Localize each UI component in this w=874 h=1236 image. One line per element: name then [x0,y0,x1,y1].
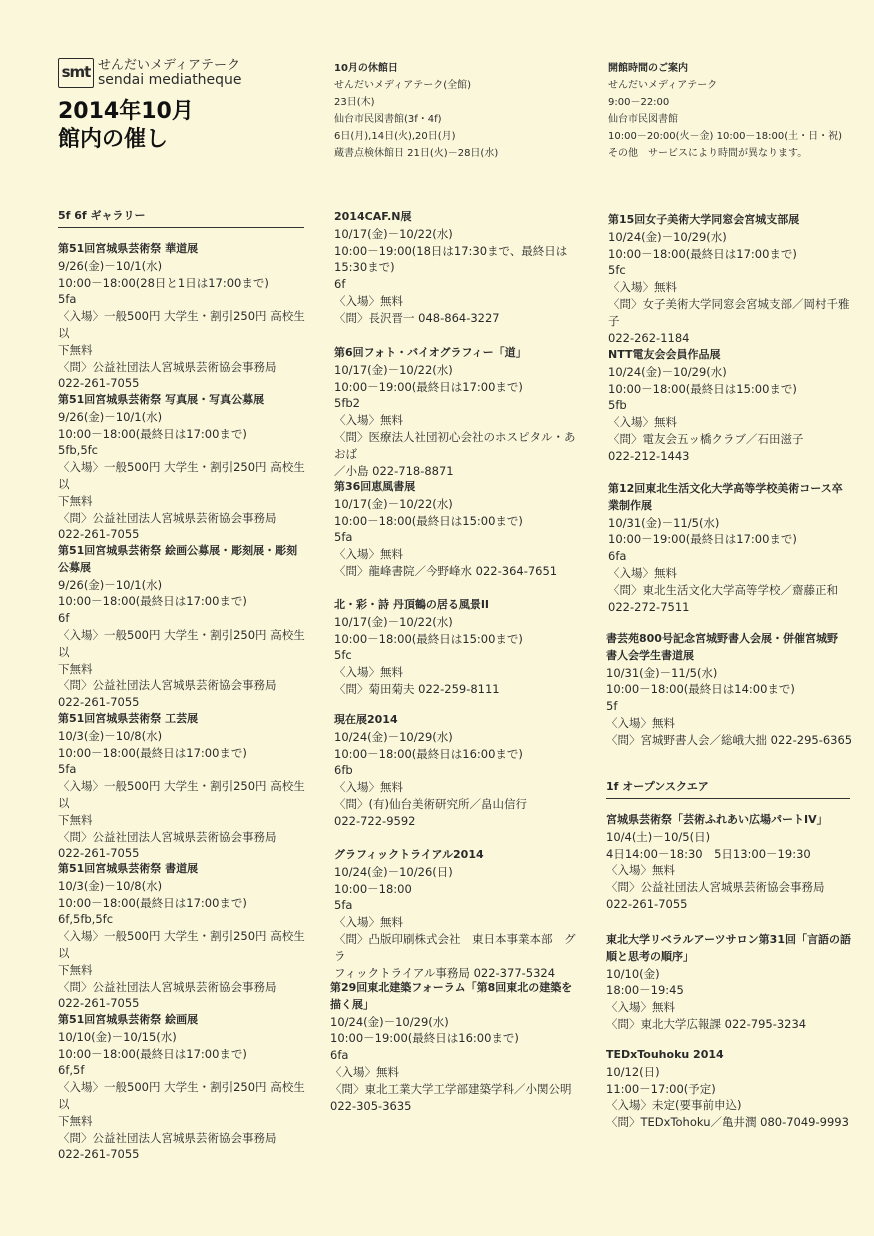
event-item [606,1047,856,1131]
holidays-line: 仙台市民図書館(3f・4f) [334,114,442,125]
hours-line: その他 サービスにより時間が異なります。 [608,148,808,159]
event-detail-line: 5fb [608,398,627,413]
event-title: 東北大学リベラルアーツサロン第31回「言語の語 [606,933,851,946]
event-title: 第36回恵風書展 [334,480,416,493]
event-detail-line: 下無料 [58,661,93,676]
event-item [334,712,586,830]
event-detail-line: 5fa [58,292,77,307]
hours-line: 9:00－22:00 [608,97,670,108]
event-detail-line: 5fb,5fc [58,443,99,458]
event-detail-line: 10:00－18:00(最終日は15:00まで) [334,631,523,646]
event-item [608,347,856,465]
event-detail-line: 〈問〉公益社団法人宮城県芸術協会事務局 [58,359,277,374]
event-detail-line: 10/24(金)－10/29(水) [330,1014,449,1029]
gallery-section-heading: 5f 6f ギャラリー [58,207,304,228]
event-item [58,392,308,543]
event-title: 第51回宮城県芸術祭 華道展 [58,242,199,255]
event-title: 2014CAF.N展 [334,210,412,223]
event-detail-line: 10/31(金)－11/5(水) [606,665,718,680]
event-item [58,711,308,862]
event-title: 第51回宮城県芸術祭 絵画公募展・彫刻展・彫刻 [58,544,298,557]
hours-line: せんだいメディアテーク [608,80,718,91]
event-detail-line: 10:00－18:00(最終日は15:00まで) [608,381,797,396]
event-item [608,212,856,346]
event-detail-line: フィックトライアル事務局 022-377-5324 [334,965,556,980]
event-detail-line: 022-722-9592 [334,813,416,828]
event-detail-line: 5fa [58,762,77,777]
event-detail-line: 10/24(金)－10/29(水) [608,229,727,244]
event-item [334,597,586,698]
event-detail-line: 下無料 [58,962,93,977]
holidays-line: 蔵書点検休館日 21日(火)－28日(水) [334,148,499,159]
event-detail-line: 順と思考の順序」 [606,949,694,963]
event-detail-line: 5fa [334,530,353,545]
event-title: 第29回東北建築フォーラム「第8回東北の建築を [330,981,573,994]
title-month: 2014年10月 [58,99,194,124]
event-item [606,812,856,913]
event-item [58,543,308,711]
open-square-section-heading: 1f オープンスクエア [606,778,850,799]
event-detail-line: 10:00－19:00(最終日は17:00まで) [608,532,797,547]
event-detail-line: 5fc [608,263,626,278]
event-detail-line: 〈問〉公益社団法人宮城県芸術協会事務局 [606,880,825,895]
event-title: 第51回宮城県芸術祭 書道展 [58,862,199,875]
event-detail-line: 〈問〉公益社団法人宮城県芸術協会事務局 [58,829,277,844]
event-detail-line: 10:00－18:00(最終日は14:00まで) [606,682,795,697]
event-title: 宮城県芸術祭「芸術ふれあい広場パートIV」 [606,813,828,826]
event-detail-line: 描く展」 [330,997,374,1011]
opening-hours-info [608,60,858,162]
event-detail-line: 022-261-7055 [58,376,140,391]
event-detail-line: 022-272-7511 [608,599,690,614]
event-detail-line: 10/17(金)－10/22(水) [334,226,453,241]
event-detail-line: 10:00－18:00(最終日は17:00まで) [58,426,247,441]
holidays-info [334,60,584,162]
event-detail-line: 10:00－18:00(最終日は15:00まで) [334,513,523,528]
event-detail-line: 〈入場〉一般500円 大学生・割引250円 高校生以 [58,779,305,810]
event-item [58,241,308,392]
event-detail-line: 6f,5fb,5fc [58,912,114,927]
event-detail-line: 〈入場〉一般500円 大学生・割引250円 高校生以 [58,460,305,491]
event-detail-line: 〈問〉(有)仙台美術研究所／畠山信行 [334,796,527,811]
event-title: NTT電友会会員作品展 [608,348,721,361]
event-detail-line: 〈問〉医療法人社団初心会社のホスピタル・あおば [334,429,576,461]
event-detail-line: 5fc [334,648,352,663]
event-title: TEDxTouhoku 2014 [606,1048,724,1061]
event-item [334,479,586,580]
event-detail-line: 6fa [330,1048,349,1063]
event-item [334,209,586,327]
event-detail-line: 10:00－18:00(最終日は17:00まで) [608,246,797,261]
event-detail-line: 10/4(土)－10/5(日) [606,829,711,844]
event-detail-line: 9/26(金)－10/1(水) [58,258,163,273]
event-detail-line: 10/17(金)－10/22(水) [334,496,453,511]
event-detail-line: 〈入場〉一般500円 大学生・割引250円 高校生以 [58,1080,305,1111]
event-detail-line: ／小島 022-718-8871 [334,463,454,478]
event-detail-line: 〈問〉TEDxTohoku／亀井潤 080-7049-9993 [606,1115,849,1130]
event-detail-line: 022-261-7055 [58,527,140,542]
event-detail-line: 〈問〉凸版印刷株式会社 東日本事業本部 グラ [334,931,576,963]
hours-title: 開館時間のご案内 [608,63,688,74]
event-detail-line: 10/3(金)－10/8(水) [58,728,163,743]
event-detail-line: 10/10(金)－10/15(水) [58,1029,177,1044]
event-detail-line: 下無料 [58,493,93,508]
event-detail-line: 10:00－19:00(18日は17:30まで、最終日は [334,243,568,258]
event-detail-line: 10:00－18:00(28日と1日は17:00まで) [58,275,269,290]
event-detail-line: 〈問〉東北生活文化大学高等学校／齋藤正和 [608,582,838,597]
event-detail-line: 10/10(金) [606,966,660,981]
event-detail-line: 〈問〉菊田菊夫 022-259-8111 [334,681,500,696]
event-detail-line: 〈問〉公益社団法人宮城県芸術協会事務局 [58,510,277,525]
hours-line: 10:00－20:00(火－金) 10:00－18:00(土・日・祝) [608,131,843,142]
event-detail-line: 〈入場〉無料 [608,280,677,295]
event-title: グラフィックトライアル2014 [334,848,484,861]
event-detail-line: 10:00－18:00(最終日は16:00まで) [334,746,523,761]
hours-line: 仙台市民図書館 [608,114,678,125]
event-detail-line: 6fa [608,549,627,564]
event-title: 第12回東北生活文化大学高等学校美術コース卒 [608,482,843,495]
event-detail-line: 022-305-3635 [330,1098,412,1113]
event-detail-line: 〈問〉龍峰書院／今野峰水 022-364-7651 [334,563,558,578]
title-subtitle: 館内の催し [58,127,169,152]
event-detail-line: 〈入場〉無料 [330,1064,399,1079]
event-title: 第6回フォト・バイオグラフィー「道」 [334,346,527,359]
event-detail-line: 〈入場〉無料 [606,863,675,878]
event-detail-line: 〈問〉女子美術大学同窓会宮城支部／岡村千雅子 [608,296,850,328]
event-detail-line: 10:00－19:00(最終日は17:00まで) [334,379,523,394]
event-detail-line: 022-212-1443 [608,448,690,463]
event-detail-line: 022-261-7055 [58,996,140,1011]
event-detail-line: 〈入場〉無料 [608,565,677,580]
event-detail-line: 公募展 [58,560,91,574]
event-detail-line: 10/3(金)－10/8(水) [58,878,163,893]
event-detail-line: 〈問〉宮城野書人会／総峨大拙 022-295-6365 [606,732,853,747]
event-detail-line: 10:00－18:00 [334,881,412,896]
event-detail-line: 〈入場〉無料 [334,547,403,562]
event-detail-line: 10/17(金)－10/22(水) [334,362,453,377]
logo-english: sendai mediatheque [98,72,242,88]
event-detail-line: 下無料 [58,812,93,827]
event-detail-line: 〈問〉東北大学広報課 022-795-3234 [606,1016,807,1031]
event-detail-line: 9/26(金)－10/1(水) [58,577,163,592]
event-title: 第51回宮城県芸術祭 工芸展 [58,712,199,725]
event-detail-line: 〈入場〉一般500円 大学生・割引250円 高校生以 [58,627,305,659]
event-detail-line: 4日14:00－18:30 5日13:00－19:30 [606,846,811,861]
event-detail-line: 書人会学生書道展 [606,648,694,662]
event-detail-line: 〈入場〉無料 [608,415,677,430]
event-detail-line: 10:00－18:00(最終日は17:00まで) [58,594,247,609]
event-detail-line: 〈入場〉無料 [606,1000,675,1015]
event-item [330,980,586,1114]
event-detail-line: 10/24(金)－10/26(日) [334,864,453,879]
event-detail-line: 〈問〉公益社団法人宮城県芸術協会事務局 [58,979,277,994]
event-item [58,861,308,1012]
event-detail-line: 10/24(金)－10/29(水) [608,364,727,379]
event-detail-line: 022-261-7055 [58,695,140,710]
event-item [608,481,856,615]
event-item [334,847,586,981]
event-detail-line: 〈入場〉無料 [334,780,403,795]
logo-mark: smt [58,58,94,88]
event-detail-line: 10:00－19:00(最終日は16:00まで) [330,1031,519,1046]
event-detail-line: 11:00－17:00(予定) [606,1081,716,1096]
event-detail-line: 〈問〉東北工業大学工学部建築学科／小関公明 [330,1081,572,1096]
event-detail-line: 5f [606,699,618,714]
event-detail-line: 〈入場〉無料 [606,715,675,730]
event-detail-line: 10/24(金)－10/29(水) [334,729,453,744]
event-detail-line: 10:00－18:00(最終日は17:00まで) [58,745,247,760]
event-item [606,631,856,749]
event-detail-line: 15:30まで) [334,260,395,275]
event-detail-line: 〈問〉電友会五ッ橋クラブ／石田滋子 [608,431,804,446]
event-title: 北・彩・詩 丹頂鶴の居る風景II [334,598,490,611]
page-title [58,98,194,154]
event-detail-line: 〈入場〉無料 [334,915,403,930]
event-detail-line: 〈入場〉無料 [334,413,403,428]
event-title: 現在展2014 [334,713,398,726]
event-detail-line: 10:00－18:00(最終日は17:00まで) [58,1046,247,1061]
holidays-line: せんだいメディアテーク(全館) [334,80,472,91]
event-detail-line: 6fb [334,763,353,778]
event-title: 第51回宮城県芸術祭 絵画展 [58,1013,199,1026]
event-title: 第51回宮城県芸術祭 写真展・写真公募展 [58,393,265,406]
event-detail-line: 022-262-1184 [608,330,690,345]
event-detail-line: 業制作展 [608,498,652,512]
event-detail-line: 10/31(金)－11/5(水) [608,515,720,530]
event-item [334,345,586,479]
event-detail-line: 10/17(金)－10/22(水) [334,614,453,629]
event-title: 書芸苑800号記念宮城野書人会展・併催宮城野 [606,632,838,645]
logo-japanese: せんだいメディアテーク [98,58,240,73]
event-detail-line: 下無料 [58,342,93,357]
event-detail-line: 5fb2 [334,396,360,411]
event-detail-line: 6f [334,277,346,292]
event-item [58,1012,308,1163]
logo [58,58,242,88]
event-detail-line: 〈問〉長沢晋一 048-864-3227 [334,310,500,325]
event-detail-line: 〈入場〉無料 [334,293,403,308]
holidays-line: 23日(木) [334,97,375,108]
event-detail-line: 10:00－18:00(最終日は17:00まで) [58,895,247,910]
event-detail-line: 6f,5f [58,1063,85,1078]
event-detail-line: 〈問〉公益社団法人宮城県芸術協会事務局 [58,678,277,693]
event-detail-line: 〈入場〉一般500円 大学生・割引250円 高校生以 [58,929,305,960]
event-detail-line: 下無料 [58,1113,93,1128]
event-detail-line: 〈問〉公益社団法人宮城県芸術協会事務局 [58,1130,277,1145]
event-detail-line: 022-261-7055 [58,1147,140,1162]
event-detail-line: 5fa [334,898,353,913]
event-detail-line: 10/12(日) [606,1064,660,1079]
event-detail-line: 022-261-7055 [606,896,688,911]
event-detail-line: 〈入場〉無料 [334,665,403,680]
event-detail-line: 6f [58,611,70,626]
holidays-title: 10月の休館日 [334,63,398,74]
event-detail-line: 18:00－19:45 [606,983,684,998]
event-title: 第15回女子美術大学同窓会宮城支部展 [608,213,800,226]
event-detail-line: 9/26(金)－10/1(水) [58,409,163,424]
event-detail-line: 〈入場〉未定(要事前申込) [606,1098,742,1113]
event-item [606,932,856,1033]
event-detail-line: 〈入場〉一般500円 大学生・割引250円 高校生以 [58,309,305,340]
event-detail-line: 022-261-7055 [58,846,140,861]
holidays-line: 6日(月),14日(火),20日(月) [334,131,456,142]
